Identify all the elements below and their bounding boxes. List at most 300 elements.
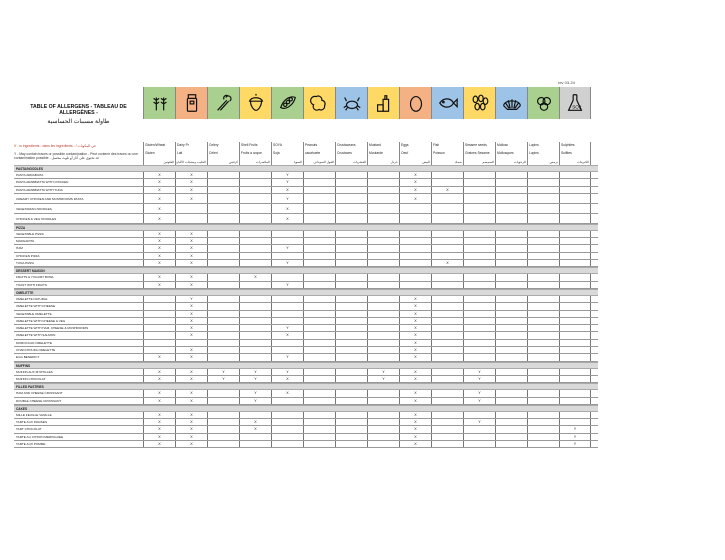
allergen-cell (463, 172, 495, 178)
allergen-label (239, 142, 271, 165)
allergen-cell: X (399, 376, 431, 382)
allergen-cell: X (143, 231, 175, 237)
table-row (14, 398, 598, 405)
allergen-cell (367, 441, 399, 447)
allergen-cell (303, 179, 335, 185)
allergen-cell (303, 390, 335, 396)
allergen-cell: Y (239, 369, 271, 375)
allergen-name-en: Mollusc (497, 143, 509, 147)
allergen-cell (527, 340, 559, 346)
allergen-cell (207, 412, 239, 418)
allergen-cell: X (399, 194, 431, 203)
allergen-name-ar: السمسم (482, 160, 494, 164)
allergen-cell (367, 419, 399, 425)
allergen-label (463, 142, 495, 165)
allergen-cell (335, 398, 367, 404)
allergen-cell (495, 231, 527, 237)
allergen-name-en: Shell Fruits (241, 143, 258, 147)
allergen-cell (207, 340, 239, 346)
allergen-cell (303, 214, 335, 223)
table-row (14, 311, 598, 318)
allergen-cell (495, 238, 527, 244)
allergen-cell: X (399, 187, 431, 193)
allergen-cell (335, 412, 367, 418)
allergen-cell (271, 340, 303, 346)
allergen-cell (367, 303, 399, 309)
dish-name: MOROCCAN OMELETTE (16, 340, 52, 345)
allergen-cell: X (175, 253, 207, 259)
allergen-cell (495, 274, 527, 280)
allergen-cell: X (175, 260, 207, 266)
allergen-cell (335, 172, 367, 178)
allergen-cell (367, 318, 399, 324)
allergen-cell (527, 303, 559, 309)
dish-name: VEGETARIAN NOODLES (16, 206, 52, 211)
allergen-cell (463, 434, 495, 440)
allergen-name-en: Gluten/Wheat (145, 143, 166, 147)
allergen-cell (463, 311, 495, 317)
dish-name: PASTA ARABBIATTA WITH CHICKEN (16, 180, 69, 185)
allergen-cell (463, 274, 495, 280)
allergen-cell (303, 426, 335, 432)
allergen-name-en: Lupins (529, 143, 539, 147)
allergen-icon-cell (175, 87, 207, 119)
section-header: PASTA/NOODLES (14, 165, 598, 172)
allergen-label (527, 142, 559, 165)
dish-name: HAM AND CHEESE CROISSANT (16, 391, 63, 396)
allergen-icon-cell (463, 87, 495, 119)
allergen-cell (271, 398, 303, 404)
allergen-label (559, 142, 591, 165)
table-row (14, 194, 598, 204)
allergen-cell: Y (239, 398, 271, 404)
allergen-cell: X (399, 398, 431, 404)
allergen-cell (335, 419, 367, 425)
allergen-icon-cell (527, 87, 559, 119)
allergen-name-ar: ترمس (549, 160, 558, 164)
allergen-cell: X (399, 419, 431, 425)
allergen-name-ar: البيض (422, 160, 430, 164)
dish-name: HAM (16, 246, 23, 251)
allergen-cell (495, 426, 527, 432)
allergen-cell (495, 296, 527, 302)
allergen-table (14, 87, 598, 448)
allergen-cell (303, 398, 335, 404)
allergen-cell (431, 347, 463, 353)
dish-name: DOUBLE CHEESE CROISSANT (16, 398, 62, 403)
allergen-cell (143, 347, 175, 353)
allergen-cell (559, 354, 591, 360)
allergen-cell (495, 347, 527, 353)
allergen-cell: X (399, 296, 431, 302)
allergen-cell (207, 282, 239, 288)
allergen-cell (367, 245, 399, 251)
allergen-cell (431, 318, 463, 324)
allergen-cell: Y (271, 354, 303, 360)
allergen-cell (495, 282, 527, 288)
allergen-name-ar: الحليب ومنتجات الألبان (176, 160, 206, 164)
allergen-icon-cell (207, 87, 239, 119)
allergen-cell (303, 347, 335, 353)
allergen-label (399, 142, 431, 165)
allergen-cell: Y (559, 426, 591, 432)
allergen-cell: X (143, 194, 175, 203)
allergen-cell (463, 214, 495, 223)
allergen-cell (271, 231, 303, 237)
allergen-cell (303, 311, 335, 317)
allergen-cell: X (175, 354, 207, 360)
allergen-name-fr: Moutarde (369, 151, 383, 155)
allergen-cell: X (175, 441, 207, 447)
allergen-cell: Y (367, 376, 399, 382)
allergen-cell (239, 238, 271, 244)
allergen-cell (559, 332, 591, 338)
dish-name: OMELETTE WITH CHEESE & VEG (16, 318, 66, 323)
allergen-cell (463, 296, 495, 302)
allergen-cell (559, 172, 591, 178)
allergen-cell (271, 347, 303, 353)
allergen-name-fr: Céleri (209, 151, 218, 155)
allergen-cell (303, 441, 335, 447)
allergen-cell: X (143, 369, 175, 375)
allergen-cell (527, 245, 559, 251)
allergen-cell (527, 187, 559, 193)
allergen-cell (335, 296, 367, 302)
allergen-label (143, 142, 175, 165)
allergen-cell (303, 238, 335, 244)
allergen-name-fr: Soja (273, 151, 280, 155)
allergen-cell (335, 318, 367, 324)
allergen-cell (399, 245, 431, 251)
allergen-cell (495, 187, 527, 193)
allergen-cell (495, 214, 527, 223)
allergen-cell: X (431, 260, 463, 266)
section-header: FILLED PASTRIES (14, 383, 598, 390)
allergen-cell (463, 325, 495, 331)
allergen-cell (335, 274, 367, 280)
allergen-cell: X (175, 332, 207, 338)
allergen-cell: Y (271, 325, 303, 331)
allergen-cell (335, 311, 367, 317)
allergen-cell (207, 214, 239, 223)
table-row (14, 340, 598, 347)
allergen-cell (239, 354, 271, 360)
allergen-cell: X (143, 390, 175, 396)
allergen-cell: Y (559, 441, 591, 447)
allergen-cell (367, 332, 399, 338)
allergen-cell (303, 318, 335, 324)
sesame-seeds-icon (469, 92, 491, 114)
allergen-cell (495, 434, 527, 440)
allergen-cell: X (399, 340, 431, 346)
allergen-name-ar: كرفس (229, 160, 238, 164)
allergen-cell (527, 441, 559, 447)
dish-name: PASTA ARABBIATTA WITH TUNA (16, 187, 63, 192)
table-row (14, 238, 598, 245)
allergen-cell: X (399, 179, 431, 185)
allergen-cell (367, 253, 399, 259)
allergen-cell (207, 187, 239, 193)
allergen-cell: X (143, 260, 175, 266)
allergen-cell (239, 340, 271, 346)
allergen-cell: X (143, 426, 175, 432)
table-row (14, 441, 598, 448)
allergen-cell (207, 172, 239, 178)
allergen-cell: X (143, 354, 175, 360)
allergen-cell: X (271, 187, 303, 193)
allergen-cell (335, 426, 367, 432)
allergen-name-ar: الكبريتات (576, 160, 589, 164)
allergen-cell (303, 296, 335, 302)
allergen-cell: X (175, 187, 207, 193)
allergen-cell (367, 274, 399, 280)
allergen-cell (559, 303, 591, 309)
allergen-name-fr: Sulfites (561, 151, 572, 155)
allergen-cell (463, 332, 495, 338)
allergen-cell (367, 187, 399, 193)
allergen-label (335, 142, 367, 165)
allergen-name-fr: Gluten (145, 151, 155, 155)
allergen-cell (431, 434, 463, 440)
allergen-cell (527, 172, 559, 178)
allergen-name-en: Eggs (401, 143, 409, 147)
dish-name: EGG BENEDICT (16, 355, 40, 360)
allergen-cell (495, 311, 527, 317)
allergen-cell (303, 419, 335, 425)
allergen-cell (207, 354, 239, 360)
table-row (14, 434, 598, 441)
allergen-cell: X (239, 419, 271, 425)
allergen-cell (335, 354, 367, 360)
allergen-label (175, 142, 207, 165)
allergen-cell (303, 204, 335, 213)
allergen-cell: X (399, 441, 431, 447)
allergen-cell: X (143, 434, 175, 440)
allergen-name-fr: Fruits a coque (241, 151, 262, 155)
allergen-cell (207, 311, 239, 317)
allergen-cell (559, 194, 591, 203)
allergen-name-fr: Graines Sesame (465, 151, 490, 155)
allergen-cell (527, 282, 559, 288)
allergen-cell (207, 325, 239, 331)
crab-icon (341, 92, 363, 114)
section-header: DESSERT MAISON (14, 267, 598, 274)
allergen-cell (559, 419, 591, 425)
allergen-cell (367, 347, 399, 353)
allergen-name-en: Peanuts (305, 143, 318, 147)
allergen-cell (495, 194, 527, 203)
table-row (14, 253, 598, 260)
table-row (14, 245, 598, 252)
allergen-cell (527, 332, 559, 338)
allergen-cell (559, 204, 591, 213)
section-header: CAKES (14, 405, 598, 412)
allergen-cell: X (399, 426, 431, 432)
allergen-cell (463, 412, 495, 418)
allergen-cell: X (175, 369, 207, 375)
allergen-cell (463, 318, 495, 324)
allergen-cell (495, 441, 527, 447)
allergen-cell: X (143, 172, 175, 178)
allergen-cell: X (143, 245, 175, 251)
allergen-cell (367, 282, 399, 288)
allergen-cell (303, 325, 335, 331)
allergen-name-ar: الصويا (293, 160, 302, 164)
allergen-label (303, 142, 335, 165)
title-arabic: طاولة مسببات الحساسية (47, 119, 110, 125)
allergen-cell (367, 426, 399, 432)
allergen-cell (335, 340, 367, 346)
allergen-cell (175, 340, 207, 346)
allergen-label-row (14, 142, 598, 165)
allergen-cell (559, 245, 591, 251)
allergen-cell (207, 419, 239, 425)
allergen-cell: Y (175, 296, 207, 302)
allergen-cell (335, 204, 367, 213)
allergen-cell (303, 369, 335, 375)
allergen-cell (207, 260, 239, 266)
allergen-cell (463, 253, 495, 259)
dish-name: FRUITS & YOGURT BOWL (16, 275, 54, 280)
lupin-icon (533, 92, 555, 114)
dish-name: OMELETTE WITH HAM, CHEESE & MUSHROOMS (16, 326, 89, 331)
allergen-cell: X (399, 434, 431, 440)
allergen-cell (495, 419, 527, 425)
allergen-cell: X (175, 245, 207, 251)
allergen-cell (239, 231, 271, 237)
allergen-cell (239, 303, 271, 309)
allergen-cell (239, 253, 271, 259)
table-row (14, 172, 598, 179)
allergen-cell (431, 296, 463, 302)
allergen-cell (431, 390, 463, 396)
allergen-cell (335, 179, 367, 185)
allergen-cell: X (143, 441, 175, 447)
dish-name: CHAKCHOUKA OMELETTE (16, 348, 56, 353)
allergen-cell (303, 282, 335, 288)
allergen-cell (431, 426, 463, 432)
allergen-cell (431, 238, 463, 244)
allergen-cell: X (175, 347, 207, 353)
dish-name: TARTE AUX POMME (16, 442, 46, 447)
allergen-cell (271, 434, 303, 440)
allergen-icon-cell (143, 87, 175, 119)
allergen-cell: X (175, 238, 207, 244)
table-row (14, 296, 598, 303)
allergen-cell: X (399, 303, 431, 309)
allergen-cell (271, 419, 303, 425)
allergen-cell: X (143, 204, 175, 213)
dish-name: MUFFIN AUX MYRTILLES (16, 369, 53, 374)
allergen-cell (527, 434, 559, 440)
allergen-cell (207, 179, 239, 185)
allergen-cell (431, 340, 463, 346)
allergen-cell (463, 347, 495, 353)
allergen-cell (303, 274, 335, 280)
mustard-bottle-icon (373, 92, 395, 114)
allergen-cell (431, 231, 463, 237)
allergen-cell (335, 260, 367, 266)
allergen-cell (271, 296, 303, 302)
allergen-cell (399, 260, 431, 266)
table-body (14, 165, 598, 448)
allergen-name-fr: Poisson (433, 151, 445, 155)
allergen-cell (559, 340, 591, 346)
allergen-cell (527, 325, 559, 331)
allergen-cell (527, 296, 559, 302)
allergen-cell (527, 412, 559, 418)
allergen-cell: Y (271, 172, 303, 178)
allergen-cell: X (239, 274, 271, 280)
allergen-cell (239, 311, 271, 317)
table-row (14, 260, 598, 267)
allergen-cell (559, 311, 591, 317)
dish-name: MUFFIN CHOCOLAT (16, 376, 46, 381)
allergen-cell (527, 390, 559, 396)
allergen-cell (463, 426, 495, 432)
dish-name: MARGARITA (16, 239, 35, 244)
allergen-cell (239, 187, 271, 193)
allergen-cell: X (399, 172, 431, 178)
allergen-cell: X (399, 318, 431, 324)
allergen-cell (367, 172, 399, 178)
dish-name: CHICKEN PIZZA (16, 253, 40, 258)
allergen-cell (207, 253, 239, 259)
allergen-cell (207, 274, 239, 280)
allergen-icon-cell (367, 87, 399, 119)
allergen-cell (399, 238, 431, 244)
allergen-cell (527, 311, 559, 317)
allergen-icon-cell (399, 87, 431, 119)
allergen-cell: X (143, 376, 175, 382)
allergen-cell: X (399, 412, 431, 418)
allergen-cell (335, 231, 367, 237)
allergen-cell (559, 390, 591, 396)
allergen-cell (239, 214, 271, 223)
allergen-cell (303, 194, 335, 203)
dish-name: OMELETTE NATURAL (16, 296, 48, 301)
allergen-cell (431, 354, 463, 360)
allergen-cell (207, 318, 239, 324)
allergen-cell (559, 274, 591, 280)
allergen-icon-cell (271, 87, 303, 119)
allergen-cell (559, 376, 591, 382)
allergen-cell: X (399, 390, 431, 396)
table-row (14, 318, 598, 325)
egg-icon (405, 92, 427, 114)
dish-name: VEGETABLE PIZZA (16, 231, 44, 236)
allergen-name-fr: Lupins (529, 151, 539, 155)
allergen-cell (431, 282, 463, 288)
allergen-cell (527, 419, 559, 425)
allergen-cell (399, 274, 431, 280)
dish-name: OMELETTE WITH CHEESE (16, 304, 56, 309)
allergen-cell (431, 369, 463, 375)
dish-name: PASTA ARRABIATA (16, 173, 44, 177)
allergen-cell (367, 390, 399, 396)
allergen-cell (399, 214, 431, 223)
allergen-cell (239, 245, 271, 251)
allergen-cell (175, 204, 207, 213)
section-header: OMELETTE (14, 289, 598, 296)
allergen-cell (207, 347, 239, 353)
allergen-cell (431, 311, 463, 317)
allergen-cell (559, 412, 591, 418)
allergen-cell (143, 340, 175, 346)
dish-name: TARTE AUX FRAISES (16, 420, 48, 425)
allergen-cell (399, 231, 431, 237)
allergen-cell: Y (463, 419, 495, 425)
